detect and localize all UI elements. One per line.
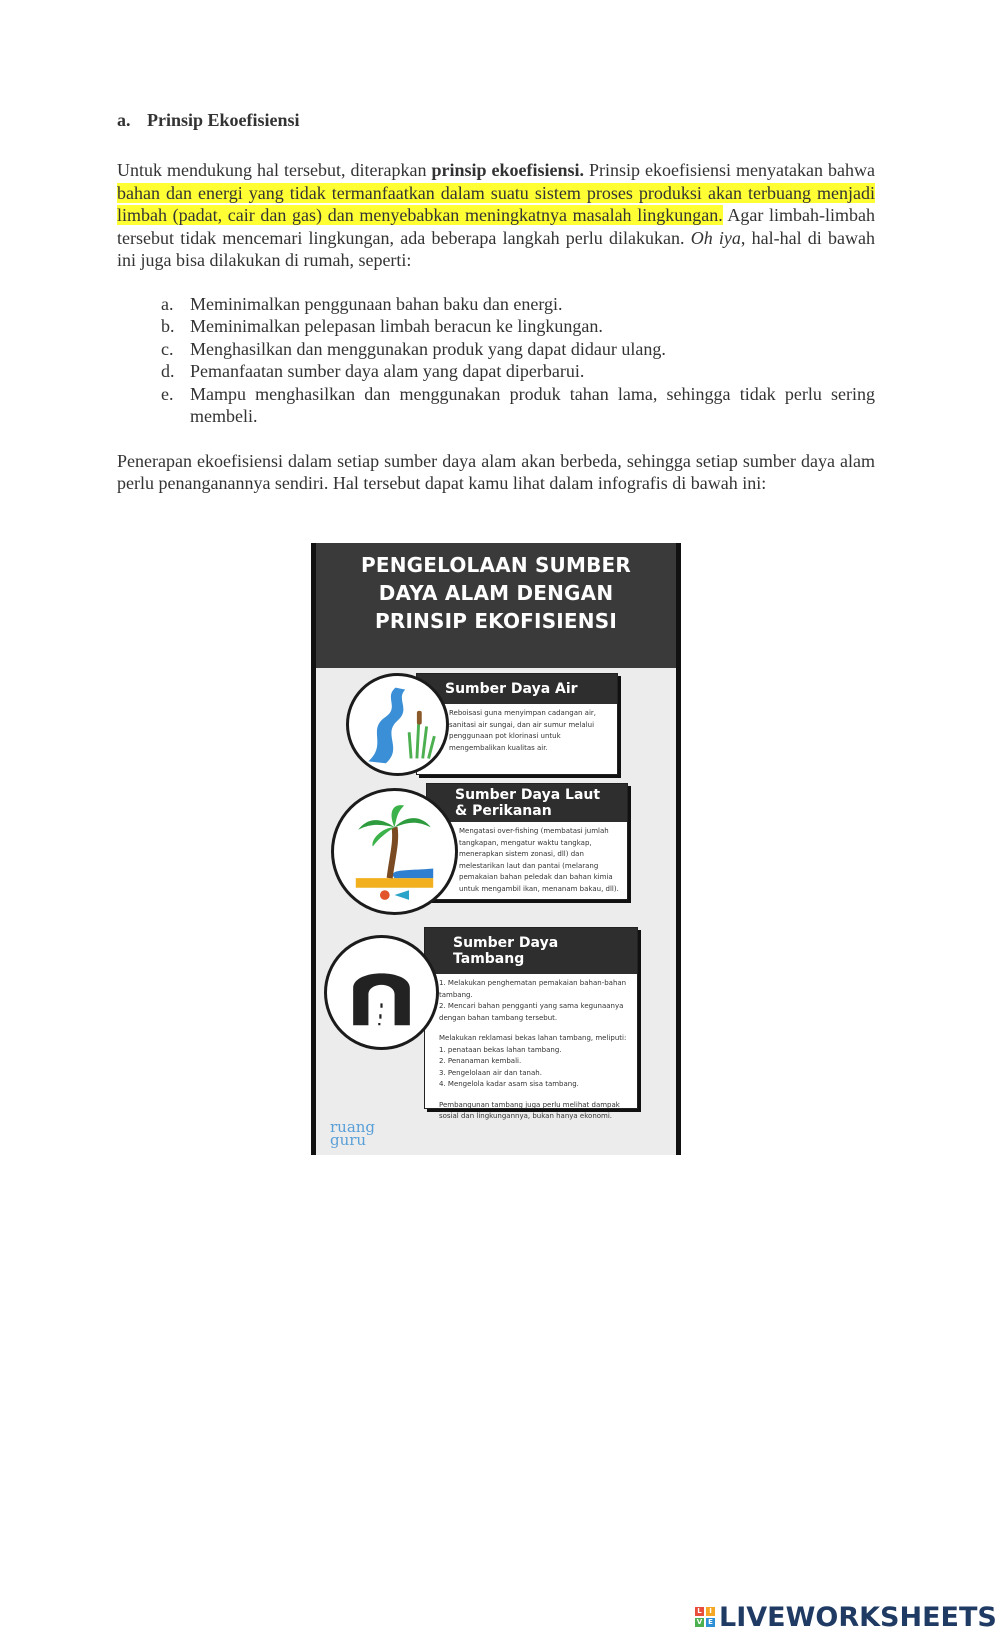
water-icon: [346, 673, 449, 776]
logo-letter: E: [706, 1618, 715, 1627]
tambang-line: Melakukan reklamasi bekas lahan tambang, meliputi:: [439, 1034, 627, 1042]
list-text: Meminimalkan pelepasan limbah beracun ke lingkungan.: [190, 316, 603, 336]
infographic-title-line: PRINSIP EKOFISIENSI: [375, 609, 617, 633]
intro-bold: prinsip ekoefisiensi.: [431, 160, 585, 180]
list-marker: c.: [161, 338, 174, 359]
intro-paragraph: [117, 159, 875, 272]
intro-text-2: Prinsip ekoefisiensi menyatakan bahwa: [584, 160, 875, 180]
heading-title: Prinsip Ekoefisiensi: [147, 110, 300, 130]
tambang-line: 1. penataan bekas lahan tambang.: [439, 1045, 562, 1054]
list-item: [117, 315, 875, 338]
brand-text: LIVEWORKSHEETS: [719, 1601, 997, 1633]
card-air-body: Reboisasi guna menyimpan cadangan air, sanitasi air sungai, dan air sumur melalui penggunaan pot klorinasi untuk mengembalikan kualitas air.: [449, 709, 597, 752]
logo-letter: I: [706, 1607, 715, 1616]
list-marker: a.: [161, 293, 174, 314]
intro-text-3: Agar limbah-limbah tersebut tidak mencemari lingkungan, ada beberapa langkah perlu dilakukan.: [117, 205, 875, 248]
list-text: Menghasilkan dan menggunakan produk yang dapat didaur ulang.: [190, 338, 666, 359]
logo-letter: L: [695, 1607, 704, 1616]
card-laut-body: Mengatasi over-fishing (membatasi jumlah tangkapan, mengatur waktu tangkap, menerapkan sistem zonasi, dll) dan melestarikan laut dan pantai (melarang pemakaian bahan peledak dan bahan kimia untuk mengambil ikan, menanam bakau, dll).: [459, 827, 619, 893]
ruangguru-logo: [330, 1118, 376, 1149]
beach-icon: [334, 791, 455, 912]
card-tambang-text: [425, 974, 637, 1127]
infographic-title-line: PENGELOLAAN SUMBER: [360, 553, 632, 577]
intro-italic: Oh iya: [690, 227, 741, 248]
heading-marker: a.: [117, 110, 131, 130]
card-tambang: [424, 927, 638, 1120]
tunnel-icon: [327, 938, 436, 1047]
tambang-line: 2. Penanaman kembali.: [439, 1057, 522, 1065]
list-text: Pemanfaatan sumber daya alam yang dapat diperbarui.: [190, 361, 585, 381]
mine-tunnel-icon: [324, 935, 439, 1050]
infographic-title: [316, 543, 676, 668]
infographic-title-line: DAYA ALAM DENGAN: [378, 581, 614, 605]
tambang-line: 2. Mencari bahan pengganti yang sama kegunaanya dengan bahan tambang tersebut.: [439, 1002, 624, 1022]
card-tambang-title: Sumber Daya Tambang: [425, 928, 637, 974]
intro-text-4: , hal-hal di bawah ini juga bisa dilakukan di rumah, seperti:: [117, 227, 875, 270]
card-air-title: Sumber Daya Air: [417, 674, 617, 704]
liveworksheets-logo-icon: [695, 1607, 715, 1627]
logo-letter: V: [696, 1618, 703, 1626]
intro-highlight: bahan dan energi yang tidak termanfaatkan dalam suatu sistem proses produksi akan terbuang menjadi limbah (padat, cair dan gas) dan menyebabkan meningkatnya masalah lingkungan.: [117, 182, 875, 225]
liveworksheets-brand[interactable]: [695, 1602, 997, 1632]
list-marker: b.: [161, 316, 175, 336]
steps-list: [117, 293, 875, 428]
list-item: [117, 383, 875, 428]
infographic: [311, 543, 681, 1155]
document-body: [117, 110, 875, 495]
tambang-line: 3. Pengelolaan air dan tanah.: [439, 1068, 542, 1077]
list-marker: e.: [161, 383, 174, 404]
tambang-line: Pembangunan tambang juga perlu melihat dampak sosial dan lingkungannya, bukan hanya ekonomi.: [439, 1100, 620, 1120]
list-item: [117, 338, 875, 361]
list-item: [117, 293, 875, 316]
palm-tree-icon: [331, 788, 458, 915]
list-item: [117, 360, 875, 383]
tambang-line: 1. Melakukan penghematan pemakaian bahan-bahan tambang.: [439, 979, 627, 999]
logo-line: guru: [330, 1131, 367, 1149]
section-heading: [117, 110, 875, 131]
river-icon: [349, 676, 446, 773]
tambang-line: 4. Mengelola kadar asam sisa tambang.: [439, 1080, 579, 1088]
logo-line: ruang: [330, 1118, 376, 1136]
intro-text-1: Untuk mendukung hal tersebut, diterapkan: [117, 160, 432, 180]
list-marker: d.: [161, 361, 175, 381]
list-text: Meminimalkan penggunaan bahan baku dan energi.: [190, 293, 563, 314]
list-text: Mampu menghasilkan dan menggunakan produk tahan lama, sehingga tidak perlu sering membeli.: [190, 383, 875, 426]
closing-paragraph: Penerapan ekoefisiensi dalam setiap sumber daya alam akan berbeda, sehingga setiap sumber daya alam perlu penanganannya sendiri. Hal tersebut dapat kamu lihat dalam infografis di bawah ini:: [117, 450, 875, 493]
card-laut-title: Sumber Daya Laut & Perikanan: [427, 784, 627, 822]
